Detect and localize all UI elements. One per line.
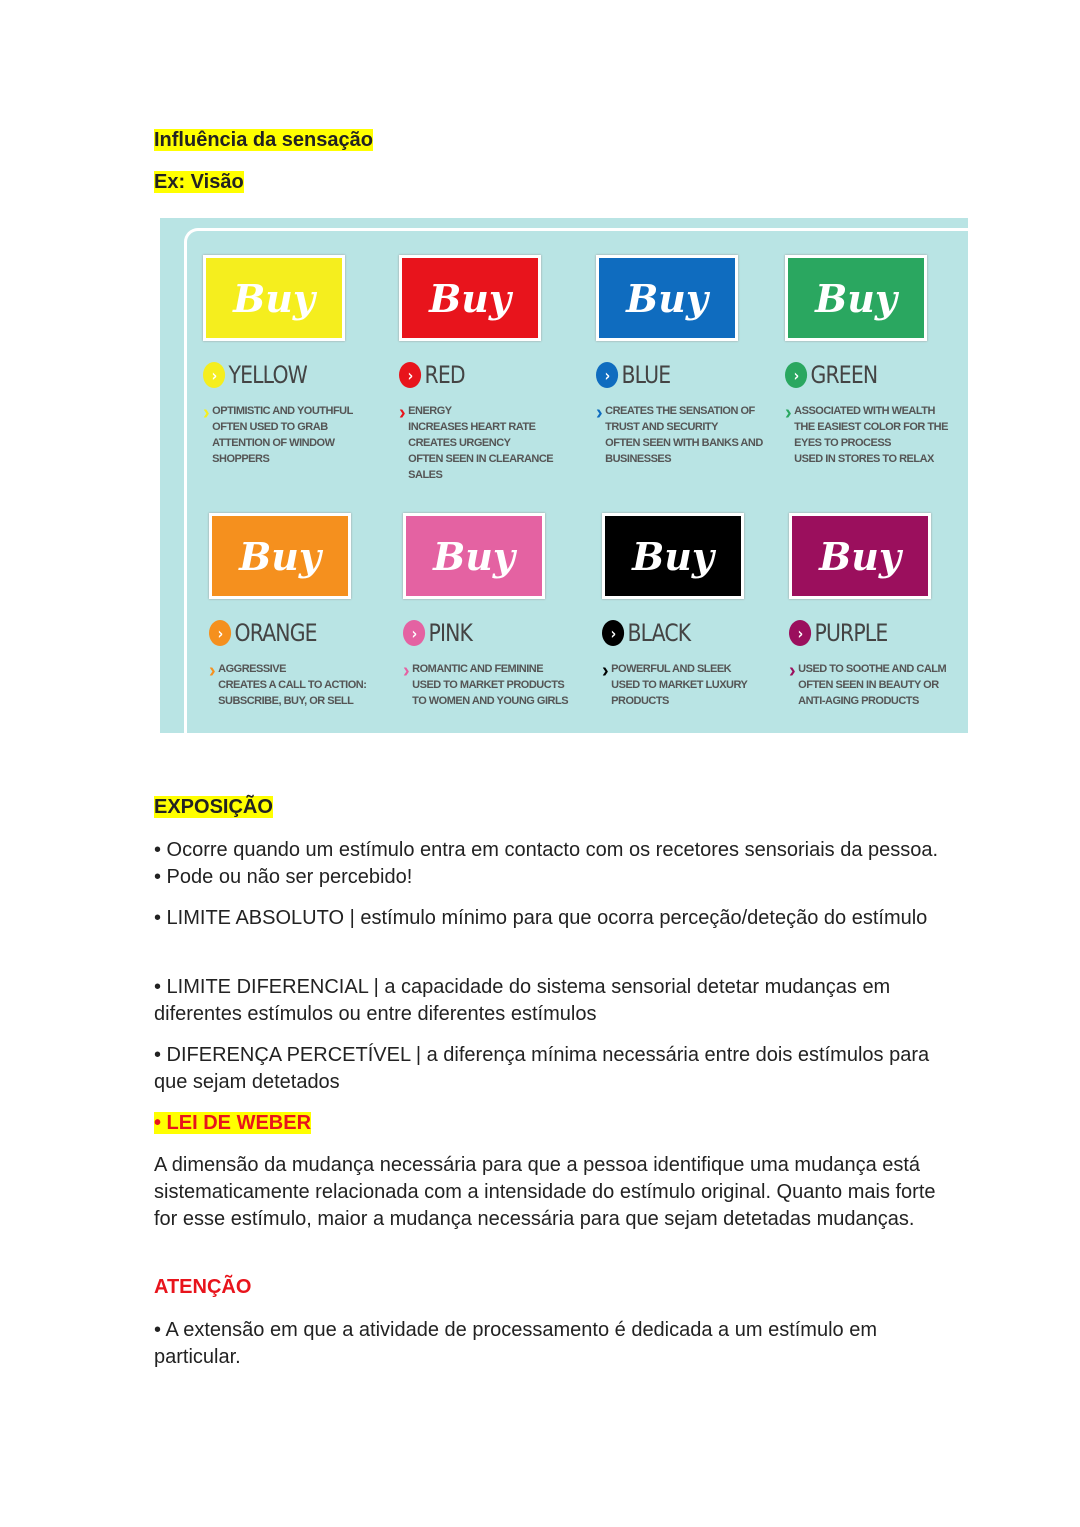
- description-line: INCREASES HEART RATE: [408, 421, 536, 433]
- chevron-circle-icon: ›: [602, 620, 624, 646]
- description-lines: [794, 403, 948, 467]
- paragraph-limite-diferencial: • LIMITE DIFERENCIAL | a capacidade do sistema sensorial detetar mudanças em diferentes estímulos ou entre diferentes estímulos: [154, 976, 891, 1025]
- description-lines: [611, 661, 747, 709]
- chevron-circle-icon: ›: [789, 620, 811, 646]
- description-line: POWERFUL AND SLEEK: [611, 663, 732, 675]
- color-name: [399, 361, 552, 389]
- color-item-orange: [209, 513, 389, 709]
- color-description: [596, 403, 776, 467]
- buy-button-sample: Buy: [785, 255, 927, 341]
- description-line: OFTEN SEEN IN BEAUTY OR: [798, 679, 939, 691]
- chevron-icon: ›: [785, 402, 792, 424]
- color-name-label: YELLOW: [228, 361, 307, 389]
- description-line: PRODUCTS: [611, 695, 669, 707]
- chevron-icon: ›: [596, 402, 603, 424]
- color-name: [203, 361, 356, 389]
- heading-atencao: ATENÇÃO: [154, 1276, 252, 1298]
- heading-visao: Ex: Visão: [154, 171, 244, 193]
- buy-button-sample: Buy: [596, 255, 738, 341]
- color-name-label: ORANGE: [234, 619, 317, 647]
- chevron-icon: ›: [602, 660, 609, 682]
- chevron-circle-icon: ›: [403, 620, 425, 646]
- description-line: SUBSCRIBE, BUY, OR SELL: [218, 695, 354, 707]
- chevron-circle-icon: ›: [596, 362, 618, 388]
- color-name: [596, 361, 749, 389]
- paragraph-diferenca-percetivel: • DIFERENÇA PERCETÍVEL | a diferença mínima necessária entre dois estímulos para que sejam detetados: [154, 1044, 930, 1093]
- chevron-circle-icon: ›: [203, 362, 225, 388]
- color-psychology-infographic: [160, 218, 968, 733]
- description-line: THE EASIEST COLOR FOR THE: [794, 421, 948, 433]
- color-name-label: BLACK: [627, 619, 691, 647]
- color-description: [399, 403, 579, 483]
- color-item-pink: [403, 513, 583, 709]
- color-item-yellow: [203, 255, 383, 467]
- color-description: [403, 661, 583, 709]
- description-line: TO WOMEN AND YOUNG GIRLS: [412, 695, 569, 707]
- paragraph-limite-absoluto: • LIMITE ABSOLUTO | estímulo mínimo para que ocorra perceção/deteção do estímulo: [154, 907, 928, 929]
- buy-button-sample: Buy: [399, 255, 541, 341]
- chevron-icon: ›: [399, 402, 406, 424]
- color-name: [209, 619, 362, 647]
- buy-button-sample: Buy: [789, 513, 931, 599]
- description-line: CREATES URGENCY: [408, 437, 511, 449]
- heading-exposicao: EXPOSIÇÃO: [154, 796, 273, 818]
- color-item-purple: [789, 513, 968, 709]
- description-line: USED TO SOOTHE AND CALM: [798, 663, 947, 675]
- description-line: OFTEN SEEN IN CLEARANCE: [408, 453, 554, 465]
- description-line: CREATES THE SENSATION OF: [605, 405, 755, 417]
- buy-button-sample: Buy: [203, 255, 345, 341]
- color-name: [789, 619, 942, 647]
- color-description: [789, 661, 968, 709]
- color-description: [785, 403, 965, 467]
- heading-influencia: Influência da sensação: [154, 129, 373, 151]
- color-description: [203, 403, 383, 467]
- chevron-circle-icon: ›: [399, 362, 421, 388]
- color-description: [602, 661, 782, 709]
- description-lines: [605, 403, 763, 467]
- paragraph-atencao: • A extensão em que a atividade de processamento é dedicada a um estímulo em particular.: [154, 1319, 877, 1368]
- description-line: USED IN STORES TO RELAX: [794, 453, 934, 465]
- description-line: AGGRESSIVE: [218, 663, 286, 675]
- heading-lei-weber: • LEI DE WEBER: [154, 1112, 312, 1134]
- color-name-label: BLUE: [621, 361, 671, 389]
- description-line: SHOPPERS: [212, 453, 270, 465]
- description-line: CREATES A CALL TO ACTION:: [218, 679, 367, 691]
- color-name: [602, 619, 755, 647]
- paragraph-lei-weber: A dimensão da mudança necessária para que a pessoa identifique uma mudança está sistematicamente relacionada com a intensidade do estímulo original. Quanto mais forte for esse estímulo, maior a mudança necessária para que sejam detetadas mudanças.: [154, 1154, 936, 1230]
- description-lines: [408, 403, 553, 483]
- description-line: OFTEN USED TO GRAB: [212, 421, 328, 433]
- color-name: [785, 361, 938, 389]
- description-line: USED TO MARKET LUXURY: [611, 679, 748, 691]
- chevron-icon: ›: [209, 660, 216, 682]
- description-lines: [798, 661, 946, 709]
- chevron-icon: ›: [403, 660, 410, 682]
- color-description: [209, 661, 389, 709]
- color-name-label: RED: [424, 361, 465, 389]
- color-name-label: PURPLE: [814, 619, 888, 647]
- description-lines: [412, 661, 568, 709]
- buy-button-sample: Buy: [403, 513, 545, 599]
- description-line: ENERGY: [408, 405, 452, 417]
- description-lines: [218, 661, 366, 709]
- color-name-label: GREEN: [810, 361, 878, 389]
- description-line: SALES: [408, 469, 443, 481]
- description-lines: [212, 403, 353, 467]
- color-item-black: [602, 513, 782, 709]
- description-line: TRUST AND SECURITY: [605, 421, 718, 433]
- description-line: ASSOCIATED WITH WEALTH: [794, 405, 935, 417]
- color-name: [403, 619, 556, 647]
- chevron-circle-icon: ›: [209, 620, 231, 646]
- color-item-green: [785, 255, 965, 467]
- description-line: ROMANTIC AND FEMININE: [412, 663, 544, 675]
- description-line: OPTIMISTIC AND YOUTHFUL: [212, 405, 353, 417]
- buy-button-sample: Buy: [209, 513, 351, 599]
- buy-button-sample: Buy: [602, 513, 744, 599]
- description-line: EYES TO PROCESS: [794, 437, 891, 449]
- paragraph-exposicao: • Ocorre quando um estímulo entra em contacto com os recetores sensoriais da pessoa. • Pode ou não ser percebido!: [154, 839, 939, 888]
- chevron-icon: ›: [203, 402, 210, 424]
- color-item-blue: [596, 255, 776, 467]
- color-item-red: [399, 255, 579, 483]
- description-line: OFTEN SEEN WITH BANKS AND: [605, 437, 763, 449]
- chevron-icon: ›: [789, 660, 796, 682]
- description-line: BUSINESSES: [605, 453, 672, 465]
- description-line: ANTI-AGING PRODUCTS: [798, 695, 919, 707]
- description-line: ATTENTION OF WINDOW: [212, 437, 335, 449]
- description-line: USED TO MARKET PRODUCTS: [412, 679, 565, 691]
- color-name-label: PINK: [428, 619, 473, 647]
- chevron-circle-icon: ›: [785, 362, 807, 388]
